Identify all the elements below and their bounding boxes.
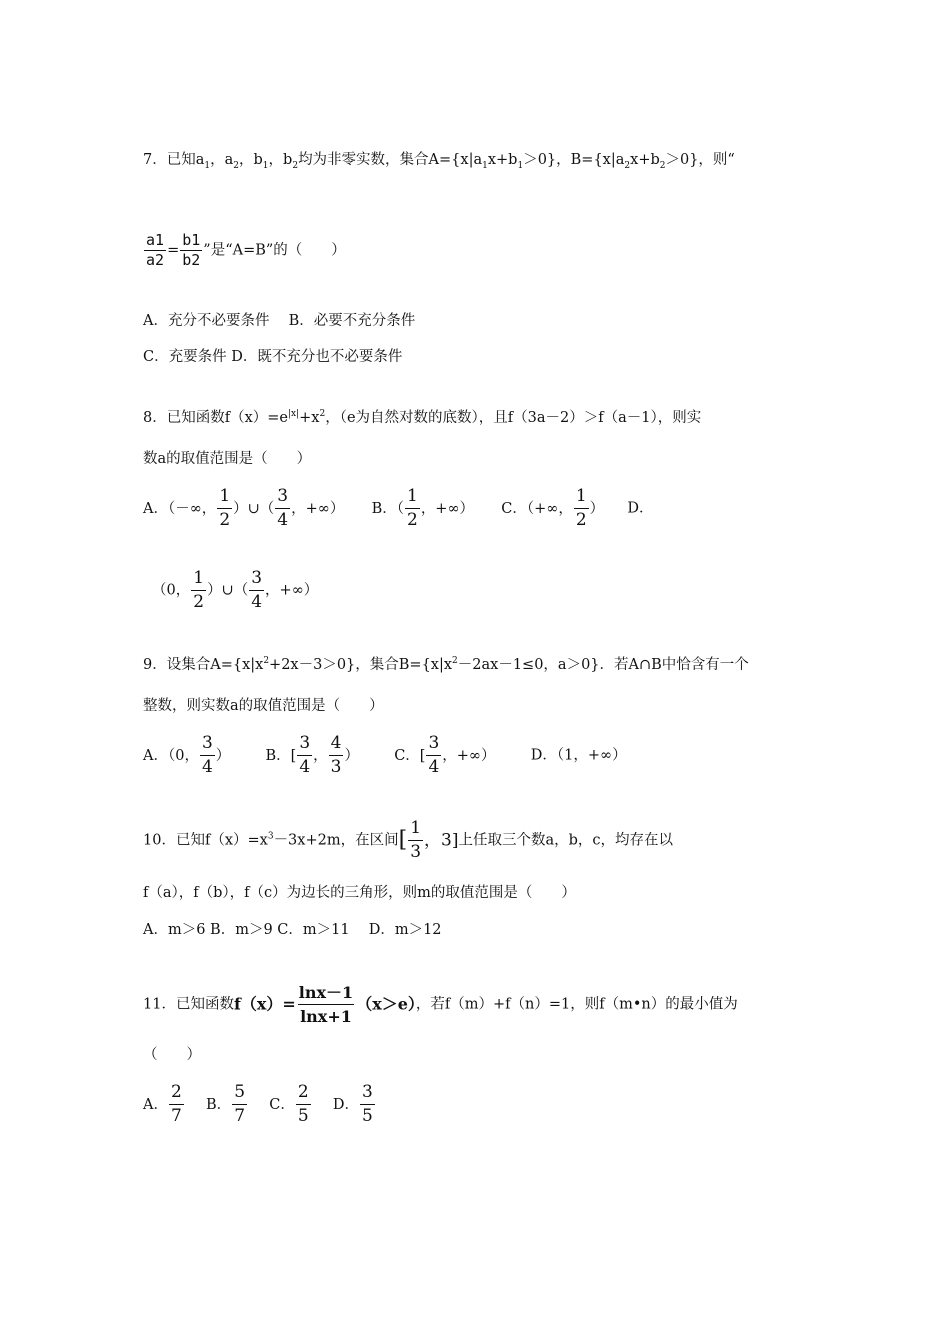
q11-stem-line1: 11．已知函数f（x）= $\frac{\ln x-1}{\ln x+1}$ （x＞e），若f（m）+f（n）=1，则f（m•n）的最小值为: [143, 983, 738, 1026]
q8-option-d-label: D．: [627, 500, 654, 517]
q9-stem-line2: 整数，则实数a的取值范围是（ ）: [143, 698, 384, 714]
q7-fraction-a: $\frac{a1}{a2}$: [146, 231, 165, 269]
q11-option-b: B． $\frac{5}{7}$: [206, 1082, 246, 1126]
q11-option-a: A． $\frac{2}{7}$: [143, 1082, 182, 1126]
q9-option-d: D．（1，+∞）: [530, 747, 627, 764]
q10-stem-line2: f（a），f（b），f（c）为边长的三角形，则m的取值范围是（ ）: [143, 885, 576, 901]
q7-fraction-b: $\frac{b1}{b2}$: [182, 231, 201, 269]
q8-option-a: A．（－∞， $\frac{1}{2}$ ）∪（ $\frac{3}{4}$ ，+∞）: [143, 486, 345, 530]
q11-options: [143, 1082, 376, 1127]
q9-option-c: C．[ $\frac{3}{4}$ ，+∞）: [394, 733, 496, 777]
q7-options-cd: C．充要条件 D．既不充分也不必要条件: [143, 349, 403, 365]
q8-option-b: B．（ $\frac{1}{2}$ ，+∞）: [371, 486, 475, 530]
q11-option-d: D． $\frac{3}{5}$: [332, 1082, 373, 1126]
q8-stem-line2: 数a的取值范围是（ ）: [143, 451, 312, 467]
q10-fraction: $\frac{1}{3}$: [410, 818, 422, 862]
q8-options: [143, 486, 654, 531]
q10-stem-line1: 10．已知$f(x)=x^3-3x+2m$，在区间[ $\frac{1}{3}$ ，3]上任取三个数a，b，c，均存在以: [143, 818, 674, 862]
q9-option-b: B．[ $\frac{3}{4}$ ， $\frac{4}{3}$ ）: [265, 733, 359, 777]
q7-options-ab: A．充分不必要条件 B．必要不充分条件: [143, 313, 416, 329]
q11-option-c: C． $\frac{2}{5}$: [269, 1082, 309, 1126]
q10-options: A．m＞6 B．m＞9 C．m＞11 D．m＞12: [143, 922, 442, 938]
q11-fraction: $\frac{\ln x-1}{\ln x+1}$: [298, 983, 354, 1026]
q8-stem-line1: 8．已知函数$f(x)=e^{|x|}+x^2$，（e为自然对数的底数），且f（3a－2）＞f（a－1），则实: [143, 409, 702, 426]
q8-option-c: C．（+∞， $\frac{1}{2}$ ）: [501, 486, 605, 530]
q8-option-d: （0， $\frac{1}{2}$ ）∪（ $\frac{3}{4}$ ，+∞）: [152, 568, 319, 612]
q7-stem-line2: $\frac{a1}{a2}$ = $\frac{b1}{b2}$ ”是“A=B”的（ ）: [146, 231, 346, 269]
q7-stem-line1: 7．已知$a_1$，$a_2$，$b_1$，$b_2$均为非零实数，集合$A=\{x|a_1x+b_1>0\}$，$B=\{x|a_2x+b_2>0\}$，则“: [143, 152, 735, 171]
q9-option-a: A．（0， $\frac{3}{4}$ ）: [143, 733, 231, 777]
q11-stem-line2: （ ）: [143, 1047, 201, 1063]
q9-options: [143, 733, 627, 778]
q9-stem-line1: 9．设集合$A=\{x|x^2+2x-3>0\}$，集合$B=\{x|x^2-2ax-1\le 0$，a＞0}．若A∩B中恰含有一个: [143, 656, 749, 673]
